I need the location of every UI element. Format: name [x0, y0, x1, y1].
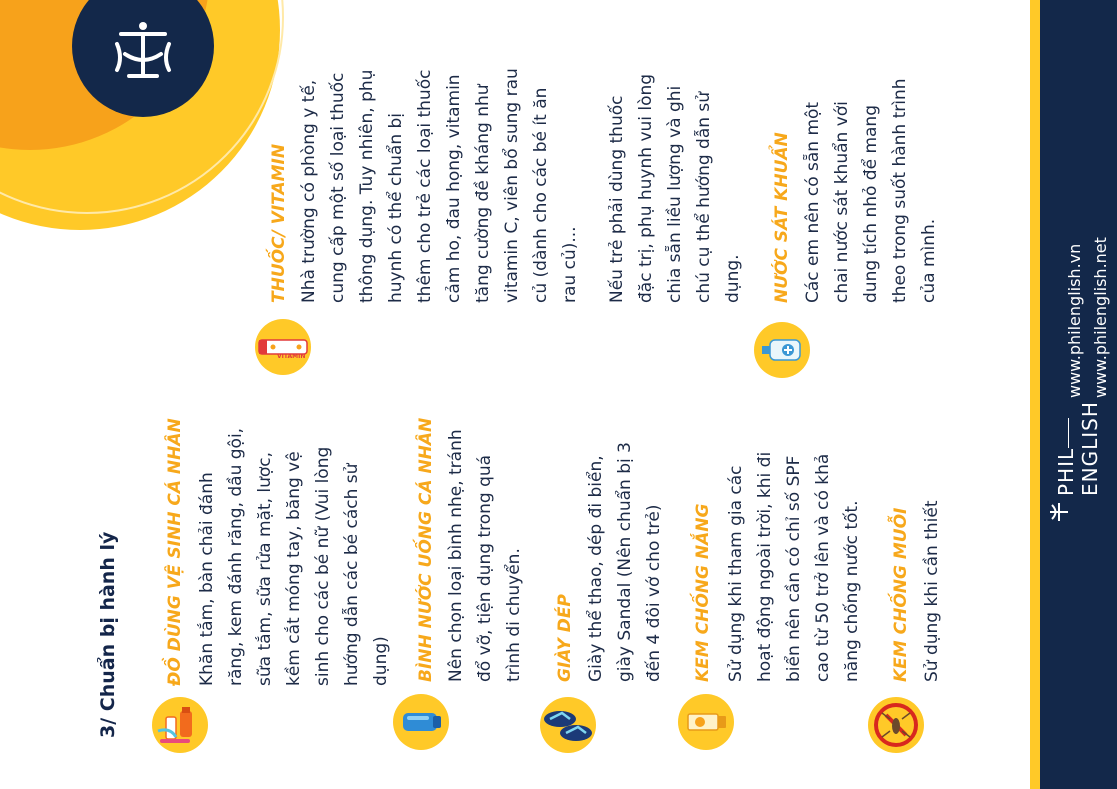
item-title-sunscreen: KEM CHỐNG NẮNG — [693, 503, 713, 682]
sunscreen-icon — [678, 694, 734, 750]
website-net[interactable]: www.philenglish.net — [1091, 237, 1110, 398]
brand-logo-icon — [1046, 500, 1072, 524]
item-title-toiletries: ĐỒ DÙNG VỆ SINH CÁ NHÂN — [165, 418, 185, 686]
item-title-sandals: GIÀY DÉP — [555, 594, 575, 682]
vitamin-icon — [255, 319, 311, 375]
item-title-mosquito: KEM CHỐNG MUỖI — [891, 507, 911, 682]
item-title-vitamin: THUỐC/ VITAMIN — [269, 143, 289, 303]
item-text-vitamin-note: Nếu trẻ phải dùng thuốc đặc trị, phụ huynh vui lòng chia sẵn liều lượng và ghi chú cụ thể hướng dẫn sử dụng. — [607, 73, 743, 303]
sanitizer-icon — [754, 322, 810, 378]
footer-separator — [1068, 418, 1069, 448]
item-text-vitamin: Nhà trường có phòng y tế, cung cấp một số loại thuốc thông dụng. Tuy nhiên, phụ huynh có thể chuẩn bị thêm cho trẻ các loại thuốc cảm ho, đau họng, vitamin tăng cường đề kháng như vitamin C, viên bổ sung rau củ (dành cho các bé ít ăn rau củ)... — [299, 68, 580, 303]
item-title-sanitizer: NƯỚC SÁT KHUẨN — [772, 132, 792, 303]
item-text-sandals: Giày thể thao, dép đi biển, giày Sandal (Nên chuẩn bị 3 đến 4 đôi vớ cho trẻ) — [586, 442, 664, 682]
no-mosquito-icon — [868, 697, 924, 753]
toiletries-icon — [152, 697, 208, 753]
item-text-toiletries: Khăn tắm, bàn chải đánh răng, kem đánh răng, dầu gội, sữa tắm, sữa rửa mặt, lược, kềm cắt móng tay, băng vệ sinh cho các bé nữ (Vui lòng hướng dẫn các bé cách sử dụng) — [197, 427, 391, 686]
brand-name: PHIL ENGLISH — [1054, 401, 1102, 496]
item-text-water-bottle: Nên chọn loại bình nhẹ, tránh đổ vỡ, tiện dụng trong quá trình di chuyển. — [446, 429, 524, 682]
item-text-sunscreen: Sử dụng khi tham gia các hoạt động ngoài trời, khi đi biển nên cần có chỉ số SPF cao từ 50 trở lên và có khả năng chống nước tốt. — [726, 451, 862, 682]
footer-websites — [1062, 237, 1114, 398]
section-title: 3/ Chuẩn bị hành lý — [97, 531, 119, 738]
ship-logo-icon — [103, 14, 183, 94]
website-vn[interactable]: www.philenglish.vn — [1065, 243, 1084, 398]
item-text-sanitizer: Các em nên có sẵn một chai nước sát khuẩn với dung tích nhỏ để mang theo trong suốt hành trình của mình. — [803, 78, 939, 303]
sandals-icon — [540, 697, 596, 753]
item-text-mosquito: Sử dụng khi cần thiết — [922, 500, 942, 682]
item-title-water-bottle: BÌNH NƯỚC UỐNG CÁ NHÂN — [416, 417, 436, 682]
vitamin-label: VITAMIN — [277, 353, 306, 360]
water-bottle-icon — [393, 694, 449, 750]
